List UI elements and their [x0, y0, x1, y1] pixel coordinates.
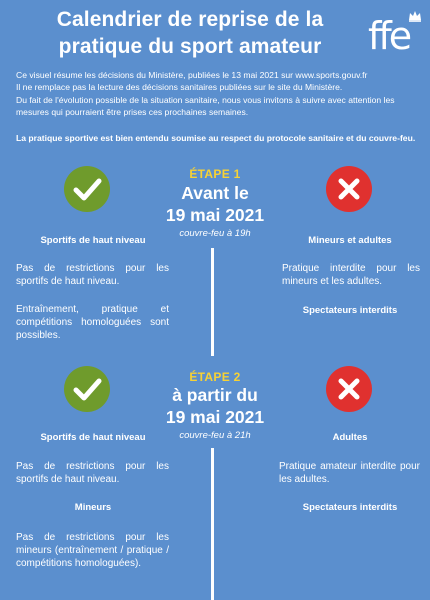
- stage1-label: ÉTAPE 1: [189, 167, 241, 181]
- checkmark-icon: [64, 366, 110, 412]
- stage1-right-spectators: Spectateurs interdits: [302, 305, 398, 316]
- stage2-left-text1: Pas de restrictions pour les sportifs de haut niveau.: [16, 461, 169, 485]
- stage1-heading: [130, 182, 300, 226]
- cross-icon: [326, 166, 372, 212]
- checkmark-icon: [64, 166, 110, 212]
- page-title: [20, 6, 360, 60]
- stage2-left-heading: Sportifs de haut niveau: [40, 432, 146, 443]
- stage2-label: ÉTAPE 2: [189, 370, 241, 384]
- stage1-left-heading: Sportifs de haut niveau: [40, 235, 146, 246]
- page-title-line1: Calendrier de reprise de la: [56, 8, 324, 31]
- stage2-curfew: couvre-feu à 21h: [179, 430, 251, 441]
- stage1-heading-line1: Avant le: [181, 183, 249, 203]
- stage2-heading: [130, 384, 300, 428]
- stage2-right-text1: Pratique amateur interdite pour les adultes.: [279, 461, 420, 485]
- stage1-divider: [211, 248, 214, 356]
- stage2-divider: [211, 448, 214, 600]
- page-title-line2: pratique du sport amateur: [58, 35, 322, 58]
- intro-text: [16, 69, 418, 119]
- stage1-curfew: couvre-feu à 19h: [179, 228, 251, 239]
- protocol-note: La pratique sportive est bien entendu soumise au respect du protocole sanitaire et du couvre-feu.: [16, 133, 416, 143]
- stage2-left-subheading: Mineurs: [74, 502, 112, 513]
- stage2-right-heading: Adultes: [332, 432, 368, 443]
- intro-line1: Ce visuel résume les décisions du Ministère, publiées le 13 mai 2021 sur www.sports.gouv.fr: [16, 70, 368, 80]
- stage2-right-spectators: Spectateurs interdits: [302, 502, 398, 513]
- stage2-heading-line2: 19 mai 2021: [165, 407, 265, 427]
- intro-line2: Il ne remplace pas la lecture des décisions sanitaires publiées sur le site du Ministère.: [16, 82, 343, 93]
- stage1-heading-line2: 19 mai 2021: [165, 205, 265, 225]
- ffe-logo: [368, 10, 426, 60]
- stage1-left-text1: Pas de restrictions pour les sportifs de haut niveau.: [16, 263, 169, 287]
- crown-icon: [408, 10, 422, 22]
- logo-text: ffe: [368, 14, 410, 58]
- cross-icon: [326, 366, 372, 412]
- stage2-left-text2: Pas de restrictions pour les mineurs (entraînement / pratique / compétitions homologuées).: [16, 532, 169, 569]
- stage1-right-text1: Pratique interdite pour les mineurs et les adultes.: [282, 263, 420, 287]
- stage1-left-text2: Entraînement, pratique et compétitions homologuées sont possibles.: [16, 304, 169, 341]
- stage1-right-heading: Mineurs et adultes: [308, 235, 392, 246]
- stage2-heading-line1: à partir du: [172, 385, 258, 405]
- intro-line3: Du fait de l'évolution possible de la situation sanitaire, nous vous invitons à suivre avec attention les mesures qui pourraient être prises ces prochaines semaines.: [16, 94, 395, 118]
